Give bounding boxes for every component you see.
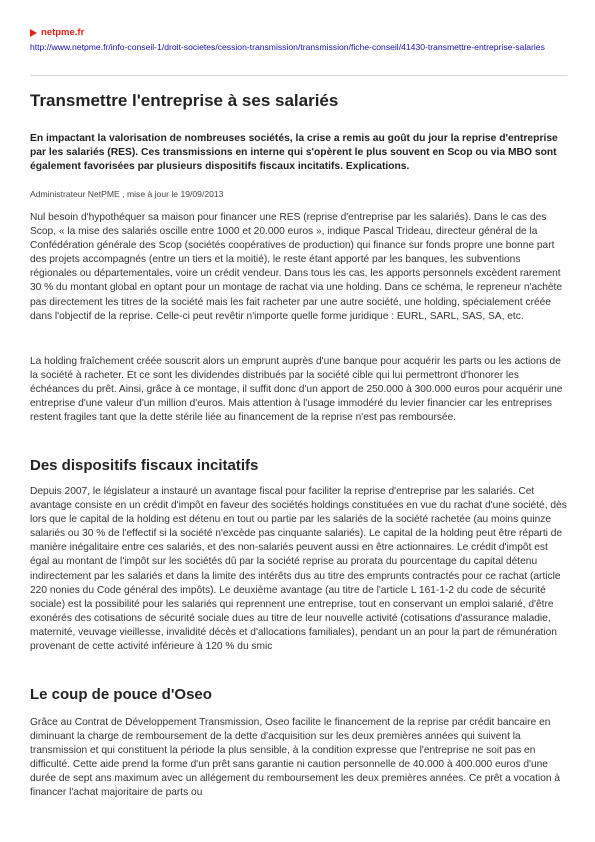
source-url-link[interactable]: http://www.netpme.fr/info-conseil-1/droit-societes/cession-transmission/transmission/fiche-conseil/41430-transmettre-entreprise-salaries (30, 42, 545, 52)
body-paragraph: La holding fraîchement créée souscrit alors un emprunt auprès d'une banque pour acquérir les parts ou les actions de la société à racheter. Et ce sont les dividendes distribués par la société cible qui lui permettront d'honorer les échéances du prêt. Ainsi, grâce à ce montage, il suffit donc d'un apport de 250.000 à 300.000 euros pour acquérir une entreprise d'une valeur d'un million d'euros. Mais attention à l'usage immodéré du levier financier car les entreprises restent fragiles tant que la dette stérile liée au financement de la reprise n'est pas remboursée. (30, 356, 563, 424)
section-paragraph-oseo: Grâce au Contrat de Développement Transmission, Oseo facilite le financement de la reprise par crédit bancaire en diminuant la charge de remboursement de la dette d'acquisition sur les deux premières années qui suivent la transmission et qui constituent la période la plus sensible, à la condition expresse que l'entreprise ne soit pas en difficulté. Cette aide prend la forme d'un prêt sans garantie ni caution personnelle de 40.000 à 400.000 euros d'une durée de sept ans maximum avec un allégement du remboursement les deux premières années. Ce prêt a vocation à financer l'achat majoritaire de parts ou (30, 717, 561, 799)
article-title: Transmettre l'entreprise à ses salariés (30, 91, 339, 110)
body-paragraph: Nul besoin d'hypothéquer sa maison pour financer une RES (reprise d'entreprise par les salariés). Dans le cas des Scop, « la mise des salariés oscille entre 1000 et 20.000 euros », indique Pascal Trideau, directeur général de la Confédération générale des Scop (sociétés coopératives de production) qui finance sur fonds propre une bonne part des projets accompagnés (entre un tiers et la moitié), le reste étant apporté par les banques, les subventions régionales ou départementales, voire un crédit vendeur. Dans tous les cas, les apports personnels excèdent rarement 30 % du montant global en optant pour un montage de rachat via une holding. Dans ce schéma, le repreneur n'achète pas directement les titres de la société mais les fait racheter par une autre société, une holding, spécialement créée dans l'objectif de la reprise. Celle-ci peut revêtir n'importe quelle forme juridique : EURL, SARL, SAS, SA, etc. (30, 212, 563, 322)
article-byline: Administrateur NetPME , mise à jour le 19/09/2013 (30, 189, 224, 199)
arrow-right-icon (30, 29, 37, 37)
section-heading-oseo: Le coup de pouce d'Oseo (30, 686, 212, 703)
section-paragraph-dispositifs: Depuis 2007, le législateur a instauré un avantage fiscal pour faciliter la reprise d'entreprise par les salariés. Cet avantage consiste en un crédit d'impôt en faveur des sociétés holdings constituées en vue du rachat d'une société, dès lors que le capital de la holding est détenu en tout ou partie par les salariés de la société rachetée (au moins quinze salariés ou 30 % de l'effectif si la société n'excède pas cinquante salariés). Le capital de la holding peut être réparti de manière inégalitaire entre ces salariés, et des non-salariés peuvent aussi en être actionnaires. Le crédit d'impôt est égal au montant de l'impôt sur les sociétés dû par la société reprise au prorata du pourcentage du capital détenu indirectement par les salariés et dans la limite des intérêts dus au titre des emprunts contractés pour ce rachat (article 220 nonies du Code général des impôts). Le deuxième avantage (au titre de l'article L 161-1-2 du code de sécurité sociale) est la possibilité pour les salariés qui reprennent une entreprise, tout en conservant un emploi salarié, d'être exonérés des cotisations de sécurité sociale dues au titre de leur nouvelle activité (cotisations d'assurance maladie, maternité, veuvage vieillesse, invalidité décès et d'allocations familiales), pendant un an pour la part de rémunération provenant de cette activité inférieure à 120 % du smic (30, 486, 567, 653)
header-divider (30, 75, 567, 76)
brand-name[interactable]: netpme.fr (41, 27, 85, 38)
section-heading-dispositifs: Des dispositifs fiscaux incitatifs (30, 457, 259, 474)
site-brand[interactable] (30, 27, 84, 38)
article-lead: En impactant la valorisation de nombreuses sociétés, la crise a remis au goût du jour la reprise d'entreprise par les salariés (RES). Ces transmissions en interne qui s'opèrent le plus souvent en Scop ou via MBO sont également favorisées par plusieurs dispositifs fiscaux incitatifs. Explications. (30, 133, 558, 173)
